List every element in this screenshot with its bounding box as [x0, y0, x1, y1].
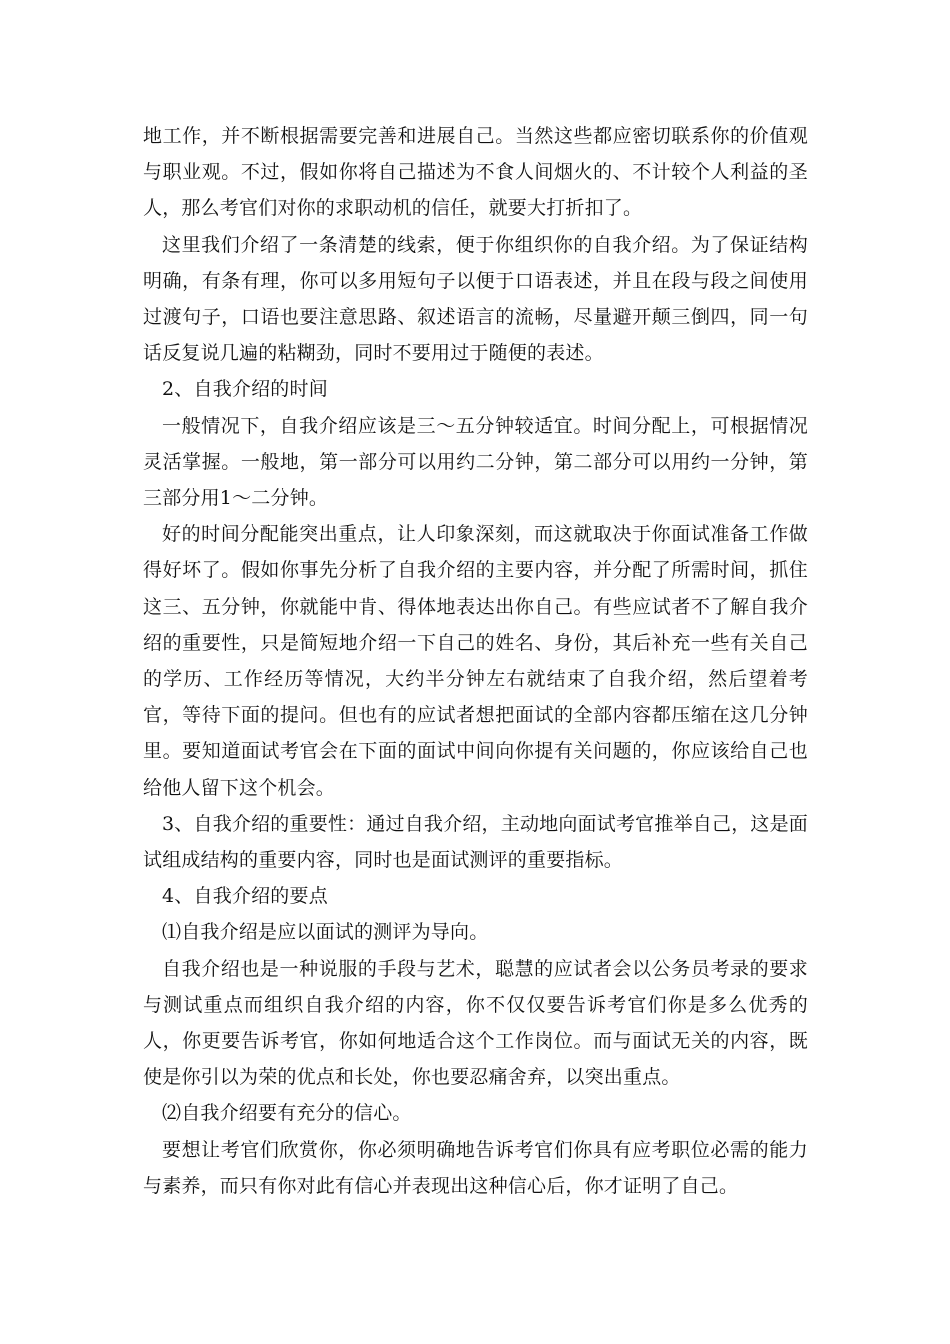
paragraph-motivation-end: 地工作，并不断根据需要完善和进展自己。当然这些都应密切联系你的价值观与职业观。不过，假如你将自己描述为不食人间烟火的、不计较个人利益的圣人，那么考官们对你的求职动机的信任，就要大打折扣了。: [143, 125, 808, 220]
document-body: [143, 118, 808, 1204]
paragraph-good-time-distribution: 好的时间分配能突出重点，让人印象深刻，而这就取决于你面试准备工作做得好坏了。假如你事先分析了自我介绍的主要内容，并分配了所需时间，抓住这三、五分钟，你就能中肯、得体地表达出你自己。有些应试者不了解自我介绍的重要性，只是简短地介绍一下自己的姓名、身份，其后补充一些有关自己的学历、工作经历等情况，大约半分钟左右就结束了自我介绍，然后望着考官，等待下面的提问。但也有的应试者想把面试的全部内容都压缩在这几分钟里。要知道面试考官会在下面的面试中间向你提有关问题的，你应该给自己也给他人留下这个机会。: [143, 523, 808, 799]
paragraph-time-allocation: 一般情况下，自我介绍应该是三～五分钟较适宜。时间分配上，可根据情况灵活掌握。一般地，第一部分可以用约二分钟，第二部分可以用约一分钟，第三部分用1～二分钟。: [143, 414, 808, 510]
subheading-point-2: ⑵自我介绍要有充分的信心。: [162, 1102, 412, 1125]
paragraph-clear-structure: 这里我们介绍了一条清楚的线索，便于你组织你的自我介绍。为了保证结构明确，有条有理，你可以多用短句子以便于口语表述，并且在段与段之间使用过渡句子，口语也要注意思路、叙述语言的流畅，尽量避开颠三倒四，同一句话反复说几遍的粘糊劲，同时不要用过于随便的表述。: [143, 233, 808, 365]
heading-key-points: 4、自我介绍的要点: [162, 885, 328, 908]
paragraph-persuasion-art: 自我介绍也是一种说服的手段与艺术，聪慧的应试者会以公务员考录的要求与测试重点而组织自我介绍的内容，你不仅仅要告诉考官们你是多么优秀的人，你更要告诉考官，你如何地适合这个工作岗位。而与面试无关的内容，既使是你引以为荣的优点和长处，你也要忍痛舍弃，以突出重点。: [143, 957, 808, 1089]
paragraph-importance: 3、自我介绍的重要性：通过自我介绍，主动地向面试考官推举自己，这是面试组成结构的重要内容，同时也是面试测评的重要指标。: [143, 812, 808, 872]
subheading-point-1: ⑴自我介绍是应以面试的测评为导向。: [162, 921, 489, 944]
paragraph-confidence: 要想让考官们欣赏你，你必须明确地告诉考官们你具有应考职位必需的能力与素养，而只有你对此有信心并表现出这种信心后，你才证明了自己。: [143, 1138, 808, 1197]
heading-self-intro-time: 2、自我介绍的时间: [162, 378, 328, 401]
